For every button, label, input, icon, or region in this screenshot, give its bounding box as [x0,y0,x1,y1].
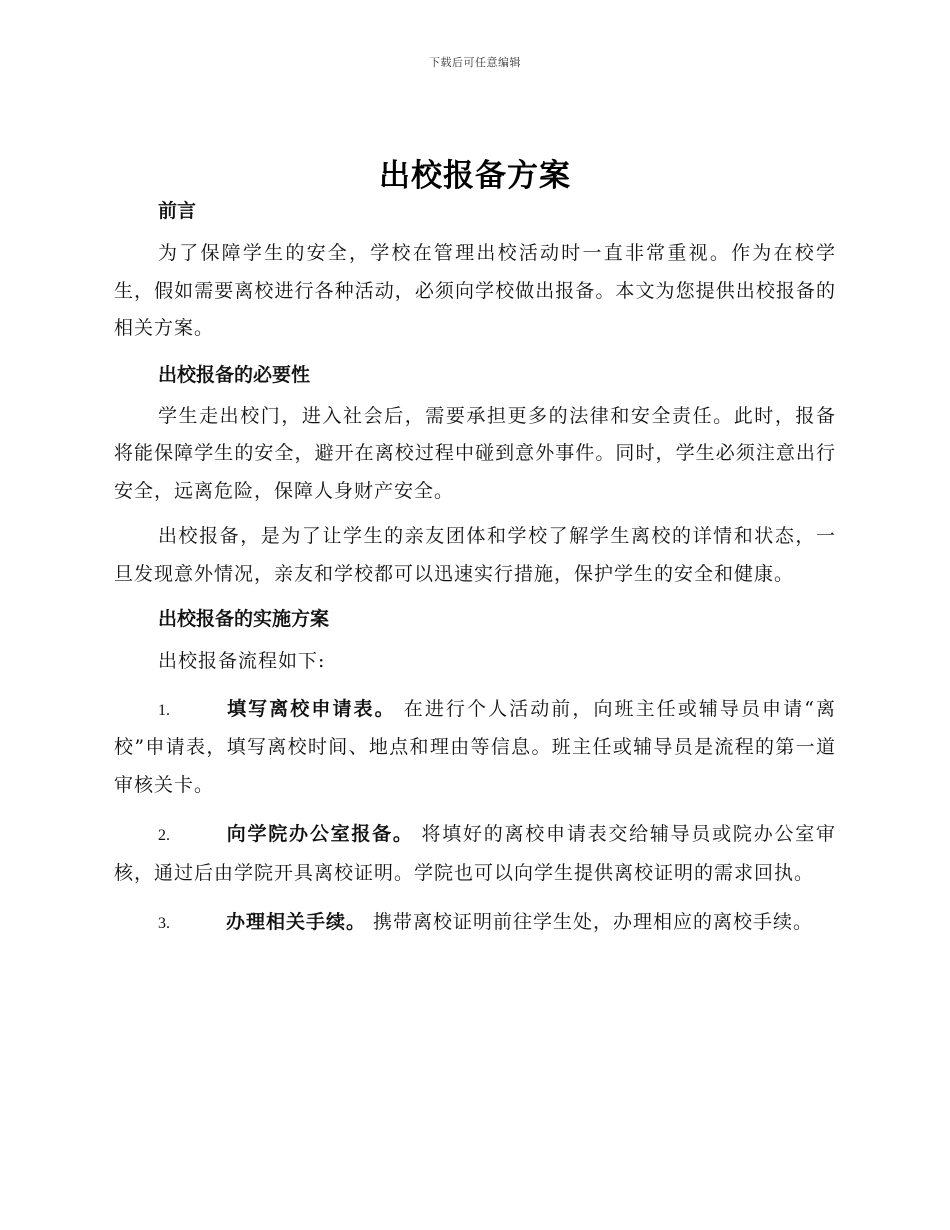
step-item [114,816,836,892]
necessity-paragraph-2: 出校报备，是为了让学生的亲友团体和学校了解学生离校的详情和状态，一旦发现意外情况，亲友和学校都可以迅速实行措施，保护学生的安全和健康。 [114,525,836,585]
document-body [114,196,836,943]
header-note: 下载后可任意编辑 [429,56,521,69]
section-heading-implementation: 出校报备的实施方案 [158,608,330,630]
step-item [114,904,836,943]
step-title: 办理相关手续。 [226,911,367,933]
step-item [114,691,836,805]
section-heading-necessity: 出校报备的必要性 [158,363,311,386]
implementation-intro: 出校报备流程如下: [158,650,326,672]
step-number: 1. [158,701,170,719]
step-title: 向学院办公室报备。 [226,823,414,845]
section-heading-intro: 前言 [158,200,197,222]
step-title: 填写离校申请表。 [226,697,396,720]
step-text: 携带离校证明前往学生处，办理相应的离校手续。 [366,911,814,933]
step-text: 将填好的离校申请表交给辅导员或院办公室审核，通过后由学院开具离校证明。学院也可以向学生提供离校证明的需求回执。 [114,823,836,884]
step-number: 2. [158,827,170,844]
intro-paragraph: 为了保障学生的安全，学校在管理出校活动时一直非常重视。作为在校学生，假如需要离校进行各种活动，必须向学校做出报备。本文为您提供出校报备的相关方案。 [114,242,836,339]
necessity-paragraph-1: 学生走出校门，进入社会后，需要承担更多的法律和安全责任。此时，报备将能保障学生的安全，避开在离校过程中碰到意外事件。同时，学生必须注意出行安全，远离危险，保障人身财产安全。 [114,404,836,502]
document-title: 出校报备方案 [379,158,571,194]
step-number: 3. [158,915,170,932]
step-text: 在进行个人活动前，向班主任或辅导员申请“离校”申请表，填写离校时间、地点和理由等信息。班主任或辅导员是流程的第一道审核关卡。 [114,697,836,796]
